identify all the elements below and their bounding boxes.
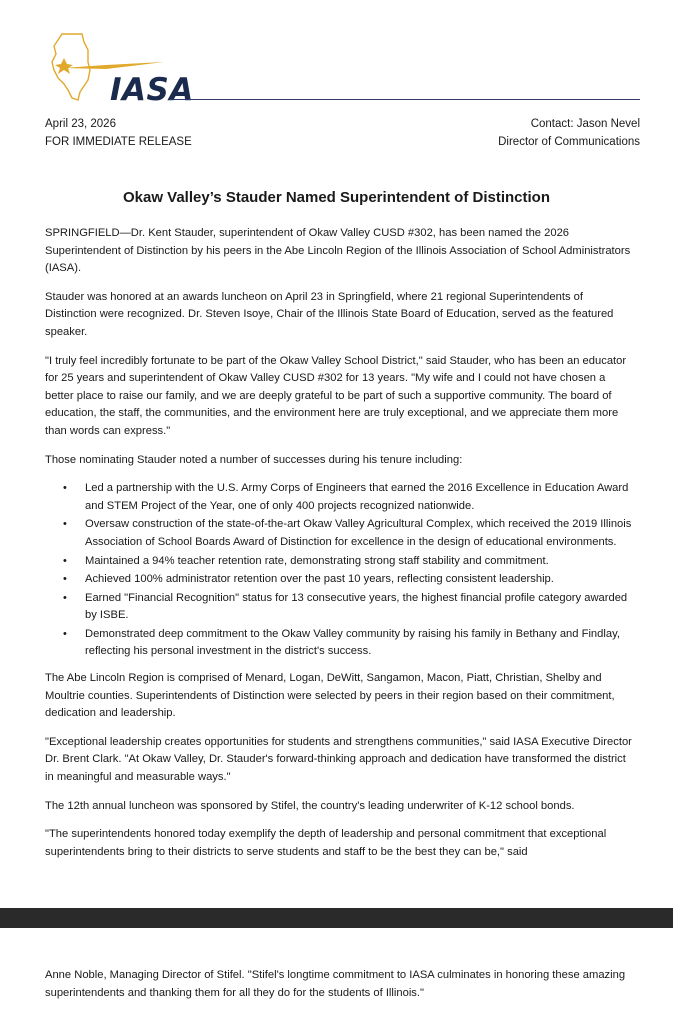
page-break-band xyxy=(0,908,673,928)
bullet-icon: • xyxy=(63,591,67,604)
list-item-text: Maintained a 94% teacher retention rate, demonstrating strong staff stability and commitment. xyxy=(85,554,549,567)
contact-info xyxy=(498,115,640,151)
list-item-text: Earned "Financial Recognition" status for 13 consecutive years, the highest financial profile category awarded by ISBE. xyxy=(85,591,628,622)
bullet-icon: • xyxy=(63,573,67,586)
paragraph: "The superintendents honored today exemplify the depth of leadership and personal commitment that exceptional superintendents bring to their districts to serve students and staff to be the best they can be," said xyxy=(45,828,607,858)
list-item xyxy=(63,516,637,551)
page-title: Okaw Valley’s Stauder Named Superintendent of Distinction xyxy=(122,189,551,206)
article-continuation xyxy=(45,967,637,1002)
list-item xyxy=(63,480,637,515)
paragraph: "I truly feel incredibly fortunate to be part of the Okaw Valley School District," said Stauder, who has been an educator for 25 years and superintendent of Okaw Valley CUSD #302 for 13 years. "My wife and I could not have chosen a better place to raise our family, and we are deeply grateful to be part of such a supportive community. The board of education, the staff, the communities, and the environment here are truly exceptional, and we appreciate them more than words can express." xyxy=(45,354,627,437)
achievements-list xyxy=(45,480,637,661)
bullet-icon: • xyxy=(63,518,67,531)
list-item xyxy=(63,590,637,625)
release-date: April 23, 2026 xyxy=(45,118,116,130)
iasa-logo xyxy=(44,28,194,108)
paragraph: SPRINGFIELD—Dr. Kent Stauder, superintendent of Okaw Valley CUSD #302, has been named the 2026 Superintendent of Distinction by his peers in the Abe Lincoln Region of the Illinois Association of School Administrators (IASA). xyxy=(45,227,631,275)
paragraph: Those nominating Stauder noted a number of successes during his tenure including: xyxy=(45,453,463,466)
bullet-icon: • xyxy=(63,627,67,640)
release-info xyxy=(45,115,192,151)
list-item-text: Led a partnership with the U.S. Army Corps of Engineers that earned the 2016 Excellence in Education Award and STEM Project of the Year, one of only 400 projects recognized nationwide. xyxy=(85,482,629,512)
logo-wordmark: IASA xyxy=(110,72,194,108)
list-item-text: Oversaw construction of the state-of-the-art Okaw Valley Agricultural Complex, which received the 2019 Illinois Association of School Boards Award of Distinction for excellence in the design of educational environments. xyxy=(85,518,632,548)
paragraph: Stauder was honored at an awards luncheon on April 23 in Springfield, where 21 regional Superintendents of Distinction were recognized. Dr. Steven Isoye, Chair of the Illinois State Board of Education, served as the featured speaker. xyxy=(45,290,614,338)
contact-title: Director of Communications xyxy=(498,136,640,148)
contact-name: Contact: Jason Nevel xyxy=(530,118,640,130)
header-divider xyxy=(170,99,640,100)
bullet-icon: • xyxy=(63,482,67,495)
paragraph: The 12th annual luncheon was sponsored by Stifel, the country's leading underwriter of K-12 school bonds. xyxy=(45,799,575,812)
list-item-text: Achieved 100% administrator retention over the past 10 years, reflecting consistent leadership. xyxy=(85,573,554,586)
list-item xyxy=(63,553,637,571)
paragraph: "Exceptional leadership creates opportunities for students and strengthens communities," said IASA Executive Director Dr. Brent Clark. "At Okaw Valley, Dr. Stauder's forward-thinking approach and dedication have transformed the district in meaningful and measurable ways." xyxy=(45,735,632,784)
paragraph: Anne Noble, Managing Director of Stifel. "Stifel's longtime commitment to IASA culminates in honoring these amazing superintendents and thanking them for all they do for the students of Illinois." xyxy=(45,969,626,999)
paragraph: The Abe Lincoln Region is comprised of Menard, Logan, DeWitt, Sangamon, Macon, Piatt, Christian, Shelby and Moultrie counties. Superintendents of Distinction were selected by peers in their region based on their commitment, dedication and leadership. xyxy=(45,672,615,720)
release-status: FOR IMMEDIATE RELEASE xyxy=(45,136,192,148)
list-item xyxy=(63,571,637,589)
bullet-icon: • xyxy=(63,554,67,567)
list-item xyxy=(63,626,637,661)
list-item-text: Demonstrated deep commitment to the Okaw Valley community by raising his family in Bethany and Findlay, reflecting his personal investment in the district's success. xyxy=(85,627,620,658)
article-body xyxy=(45,225,637,872)
